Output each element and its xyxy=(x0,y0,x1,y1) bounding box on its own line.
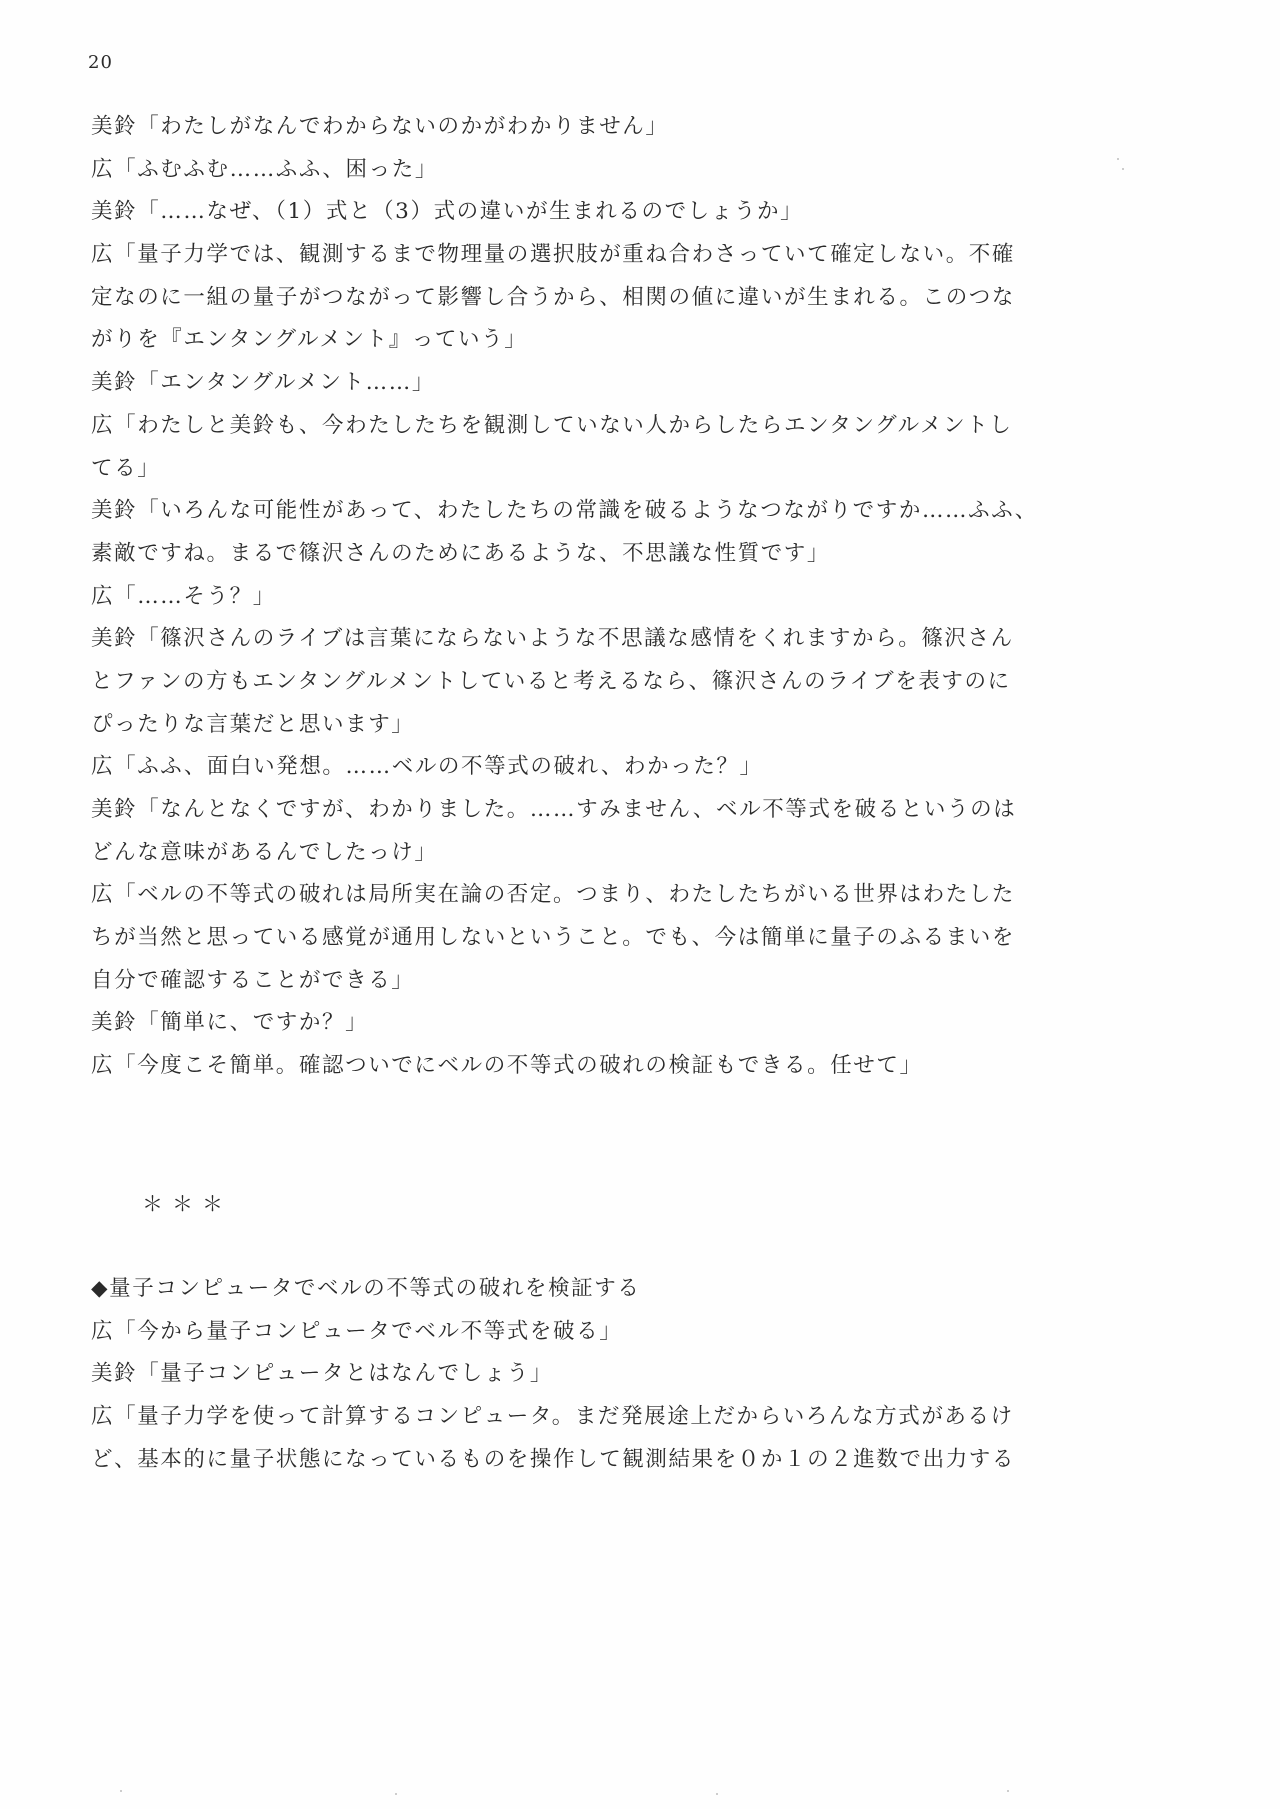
text-line: がりを『エンタングルメント』っていう」 xyxy=(91,327,528,353)
text-line: 美鈴「いろんな可能性があって、わたしたちの常識を破るようなつながりですか……ふふ、 xyxy=(91,498,1038,524)
section-block xyxy=(91,1268,1091,1481)
text-line: 広「量子力学を使って計算するコンピュータ。まだ発展途上だからいろんな方式があるけ xyxy=(91,1404,1014,1430)
text-line: 広「わたしと美鈴も、今わたしたちを観測していない人からしたらエンタングルメントし xyxy=(91,412,1013,438)
dialogue-block xyxy=(91,106,1091,1088)
text-line: 広「ふふ、面白い発想。……ベルの不等式の破れ、わかった？」 xyxy=(91,754,763,780)
text-line: 広「今度こそ簡単。確認ついでにベルの不等式の破れの検証もできる。任せて」 xyxy=(91,1053,923,1079)
text-line: 広「今から量子コンピュータでベル不等式を破る」 xyxy=(91,1318,623,1344)
text-line: 美鈴「……なぜ、（1）式と（3）式の違いが生まれるのでしょうか」 xyxy=(91,199,804,225)
text-line: 広「ふむふむ……ふふ、困った」 xyxy=(91,156,438,182)
text-line: 美鈴「篠沢さんのライブは言葉にならないような不思議な感情をくれますから。篠沢さん xyxy=(91,626,1014,652)
text-line: 定なのに一組の量子がつながって影響し合うから、相関の値に違いが生まれる。このつな xyxy=(91,284,1016,310)
text-line: ちが当然と思っている感覚が通用しないということ。でも、今は簡単に量子のふるまいを xyxy=(91,925,1016,951)
text-line: 広「ベルの不等式の破れは局所実在論の否定。つまり、わたしたちがいる世界はわたした xyxy=(91,882,1016,908)
scan-speck xyxy=(1122,168,1124,170)
scan-speck xyxy=(120,1790,122,1792)
text-line: とファンの方もエンタングルメントしていると考えるなら、篠沢さんのライブを表すのに xyxy=(91,668,1011,694)
text-line: 美鈴「わたしがなんでわからないのかがわかりません」 xyxy=(91,114,669,139)
text-line: ど、基本的に量子状態になっているものを操作して観測結果を０か１の２進数で出力する xyxy=(91,1446,1016,1472)
page-number: 20 xyxy=(88,52,113,73)
text-line: てる」 xyxy=(91,455,161,481)
text-line: 広「……そう？」 xyxy=(91,583,276,609)
text-line: 美鈴「なんとなくですが、わかりました。……すみません、ベル不等式を破るというのは xyxy=(91,797,1017,822)
text-line: どんな意味があるんでしたっけ」 xyxy=(91,839,438,865)
scan-speck xyxy=(1117,158,1119,160)
section-heading: ◆量子コンピュータでベルの不等式の破れを検証する xyxy=(91,1276,641,1301)
scan-speck xyxy=(716,1793,718,1795)
text-line: 素敵ですね。まるで篠沢さんのためにあるような、不思議な性質です」 xyxy=(91,540,830,566)
text-line: ぴったりな言葉だと思います」 xyxy=(91,711,415,737)
text-line: 広「量子力学では、観測するまで物理量の選択肢が重ね合わさっていて確定しない。不確 xyxy=(91,242,1016,268)
scan-speck xyxy=(1007,1790,1009,1792)
text-line: 自分で確認することができる」 xyxy=(91,967,415,993)
scene-separator: ＊＊＊ xyxy=(142,1192,232,1216)
text-line: 美鈴「簡単に、ですか？」 xyxy=(91,1010,369,1036)
text-line: 美鈴「エンタングルメント……」 xyxy=(91,370,435,396)
text-line: 美鈴「量子コンピュータとはなんでしょう」 xyxy=(91,1361,554,1387)
scan-speck xyxy=(395,1793,397,1795)
